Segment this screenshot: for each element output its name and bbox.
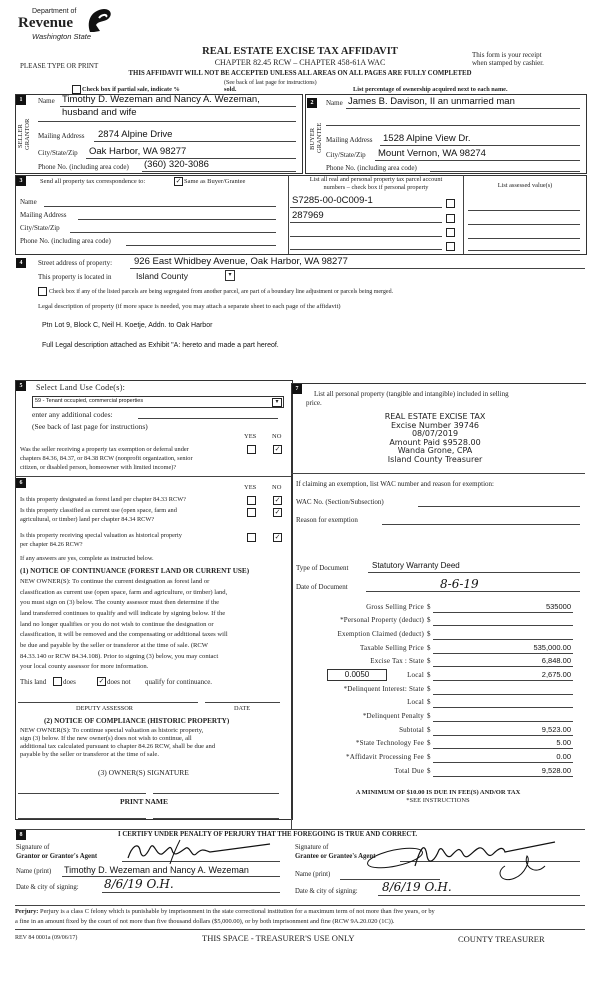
- section-number-4: 4: [16, 258, 26, 268]
- additional-codes-label: enter any additional codes:: [32, 410, 113, 419]
- owner-signature-line[interactable]: [18, 793, 146, 794]
- notice-line: your local county assessor for more information.: [20, 663, 149, 670]
- land-use-select[interactable]: [32, 396, 284, 408]
- qualify-label: qualify for continuance.: [145, 678, 213, 686]
- perjury-bold: Perjury:: [15, 908, 39, 915]
- notice-compliance-title: (2) NOTICE OF COMPLIANCE (HISTORIC PROPERTY): [44, 717, 230, 725]
- notice-line: additional tax calculated pursuant to chapter 84.26 RCW, shall be due and: [20, 743, 216, 750]
- section-number-8: 8: [16, 830, 26, 840]
- grantor-date-field[interactable]: 8/6/19 O.H.: [104, 877, 174, 891]
- reason-field[interactable]: [382, 524, 580, 525]
- buyer-city-field[interactable]: Mount Vernon, WA 98274: [378, 148, 486, 159]
- notice-line: be due and payable by the seller or transferor at the time of sale. (RCW: [20, 642, 209, 649]
- receipt-note-1: This form is your receipt: [472, 51, 542, 59]
- corr-city-field[interactable]: [70, 232, 276, 233]
- buyer-city-label: City/State/Zip: [326, 151, 366, 159]
- currency-sign: $: [427, 630, 431, 638]
- currency-sign: $: [427, 603, 431, 611]
- historic-question-2: per chapter 84.26 RCW?: [20, 541, 83, 548]
- parcel-number[interactable]: S7285-00-0C009-1: [292, 195, 373, 206]
- no-header: NO: [272, 484, 282, 491]
- assessed-value-field[interactable]: [468, 238, 580, 239]
- no-header: NO: [272, 433, 282, 440]
- assessed-value-field[interactable]: [468, 250, 580, 251]
- stamp-line: Wanda Grone, CPA: [397, 446, 473, 455]
- grantee-date-label: Date & city of signing:: [295, 888, 358, 895]
- receipt-note-2: when stamped by cashier.: [472, 59, 544, 67]
- fin-row-label: Gross Selling Price: [366, 603, 424, 611]
- deputy-assessor-label: DEPUTY ASSESSOR: [76, 705, 133, 712]
- seller-mailing-field[interactable]: 2874 Alpine Drive: [98, 129, 173, 140]
- section-number-7: 7: [292, 384, 302, 394]
- fin-row-line: [433, 625, 573, 626]
- corr-name-label: Name: [20, 198, 37, 206]
- currency-sign: $: [427, 753, 431, 761]
- notice-continuance-title: (1) NOTICE OF CONTINUANCE (FOREST LAND OR CURRENT USE): [20, 567, 250, 575]
- logo-state: Washington State: [32, 32, 92, 41]
- current-use-question: Is this property classified as current use (open space, farm and: [20, 507, 177, 514]
- treasurer-use-label: THIS SPACE - TREASURER'S USE ONLY: [202, 933, 355, 943]
- seller-name-label: Name: [38, 97, 55, 105]
- does-not-qualify-checkbox[interactable]: ✓: [98, 677, 105, 685]
- fin-row-line: [433, 639, 573, 640]
- corr-mailing-field[interactable]: [78, 219, 276, 220]
- current-use-yes-checkbox[interactable]: [247, 508, 256, 517]
- doc-type-field[interactable]: Statutory Warranty Deed: [372, 561, 460, 570]
- fin-row-label: *Personal Property (deduct): [340, 616, 424, 624]
- doc-date-label: Date of Document: [296, 583, 348, 591]
- fin-row-line: [433, 776, 573, 777]
- currency-sign: $: [427, 616, 431, 624]
- fin-row-label: *State Technology Fee: [355, 739, 424, 747]
- fin-row-line: [433, 680, 573, 681]
- currency-sign: $: [427, 685, 431, 693]
- fin-row-line: [433, 721, 573, 722]
- local-rate-value: 0.0050: [344, 670, 370, 679]
- perjury-line-2: a fine in an amount fixed by the court of not more than five thousand dollars ($5,000.00), or by both imprisonment and fine (RCW 9A.20.020 (1C)).: [15, 918, 395, 925]
- fin-row-label: Exemption Claimed (deduct): [337, 630, 424, 638]
- owner-signature-line-2[interactable]: [153, 793, 279, 794]
- forest-question: Is this property designated as forest land per chapter 84.33 RCW?: [20, 496, 186, 503]
- county-select[interactable]: Island County: [136, 271, 188, 281]
- minimum-notice: A MINIMUM OF $10.00 IS DUE IN FEE(S) AND/OR TAX: [355, 789, 521, 796]
- see-back: (See back of last page for instructions): [224, 80, 317, 86]
- historic-no-checkbox[interactable]: ✓: [274, 533, 281, 541]
- stamp-line: 08/07/2019: [411, 429, 459, 438]
- please-type: PLEASE TYPE OR PRINT: [20, 62, 99, 70]
- buyer-name-field[interactable]: James B. Davison, II an unmarried man: [348, 96, 515, 107]
- certify-statement: I CERTIFY UNDER PENALTY OF PERJURY THAT THE FOREGOING IS TRUE AND CORRECT.: [118, 831, 418, 838]
- see-instructions: *SEE INSTRUCTIONS: [406, 797, 470, 804]
- currency-sign: $: [427, 739, 431, 747]
- does-label: does: [63, 678, 76, 686]
- currency-sign: $: [427, 712, 431, 720]
- grantor-signature-icon: [120, 836, 280, 866]
- perjury-text: Perjury is a class C felony which is punishable by imprisonment in the state correctional institution for a maximum term of not more than five years, or by: [38, 908, 435, 915]
- does-not-label: does not: [107, 678, 131, 686]
- grantor-name-label: Name (print): [16, 868, 52, 875]
- personal-property-label-2: price.: [306, 399, 322, 407]
- corr-name-field[interactable]: [44, 206, 276, 207]
- wac-field[interactable]: [418, 506, 580, 507]
- seller-city-field[interactable]: Oak Harbor, WA 98277: [89, 146, 187, 157]
- grantee-sig-of: Signature of: [295, 844, 329, 851]
- exemption-question: Was the seller receiving a property tax exemption or deferral under: [20, 446, 189, 453]
- buyer-mailing-label: Mailing Address: [326, 136, 373, 144]
- section-number-2: 2: [307, 98, 317, 108]
- grantor-name-field[interactable]: Timothy D. Wezeman and Nancy A. Wezeman: [64, 865, 249, 875]
- stamp-line: Excise Number 39746: [390, 421, 480, 430]
- assessed-value-field[interactable]: [468, 210, 580, 211]
- notice-line: NEW OWNER(S): To continue special valuation as historic property,: [20, 727, 204, 734]
- notice-line: sign (3) below. If the new owner(s) does not wish to continue, all: [20, 735, 192, 742]
- currency-sign: $: [427, 726, 431, 734]
- personal-property-checkbox[interactable]: [446, 214, 455, 223]
- fin-row-value[interactable]: 5.00: [556, 738, 571, 747]
- buyer-side-label: BUYER: [309, 127, 316, 150]
- grantor-sig-of: Signature of: [16, 844, 50, 851]
- fin-row-value[interactable]: 535000: [545, 602, 571, 611]
- fin-row-label: Excise Tax : State: [370, 657, 424, 665]
- buyer-name-label: Name: [326, 99, 343, 107]
- stamp-line: Amount Paid $9528.00: [389, 438, 481, 447]
- fin-row-value[interactable]: 6,848.00: [541, 656, 571, 665]
- current-use-no-checkbox[interactable]: ✓: [274, 508, 281, 516]
- fin-row-value[interactable]: 535,000.00: [533, 643, 571, 652]
- seller-side-label: SELLER: [17, 124, 24, 148]
- seller-name-field[interactable]: Timothy D. Wezeman and Nancy A. Wezeman,: [62, 94, 260, 105]
- notice-line: land no longer qualifies or you do not wish to continue the designation or: [20, 621, 214, 628]
- exemption-question-3: citizen, or disabled person, homeowner with limited income)?: [20, 464, 177, 471]
- assessed-header: List assessed value(s): [497, 182, 553, 189]
- buyer-mailing-field[interactable]: 1528 Alpine View Dr.: [383, 133, 471, 144]
- date-label: DATE: [234, 705, 251, 712]
- grantee-agent-label: Grantee or Grantee's Agent: [295, 853, 376, 860]
- notice-line: 84.33.140 or RCW 84.34.108). Prior to signing (3) below, you may contact: [20, 653, 219, 660]
- currency-sign: $: [427, 657, 431, 665]
- form-title: REAL ESTATE EXCISE TAX AFFIDAVIT: [202, 46, 398, 57]
- parcel-number[interactable]: [290, 236, 442, 237]
- fin-row-label: *Affidavit Processing Fee: [346, 753, 424, 761]
- fin-row-line: [433, 612, 573, 613]
- reason-label: Reason for exemption: [296, 516, 358, 524]
- street-address-field[interactable]: 926 East Whidbey Avenue, Oak Harbor, WA 98277: [134, 256, 348, 267]
- buyer-phone-label: Phone No. (including area code): [326, 164, 417, 172]
- personal-property-checkbox[interactable]: [446, 242, 455, 251]
- grantee-name-label: Name (print): [295, 871, 331, 878]
- fin-row-value[interactable]: 9,523.00: [541, 725, 571, 734]
- notice-line: classification as current use (open space, farm and agriculture, or timber) land,: [20, 589, 228, 596]
- county-treasurer-label: COUNTY TREASURER: [458, 934, 545, 944]
- fin-row-label: *Delinquent Penalty: [362, 712, 424, 720]
- logo-swoosh-icon: [84, 6, 114, 34]
- currency-sign: $: [427, 671, 431, 679]
- partial-sale-label: Check box if partial sale, indicate %: [82, 86, 180, 93]
- historic-yes-checkbox[interactable]: [247, 533, 256, 542]
- seller-city-label: City/State/Zip: [38, 149, 78, 157]
- yes-header: YES: [244, 484, 257, 491]
- forest-no-checkbox[interactable]: ✓: [274, 496, 281, 504]
- fin-row-line: [433, 735, 573, 736]
- legal-description-1[interactable]: Ptn Lot 9, Block C, Neil H. Koetje, Addn. to Oak Harbor: [42, 322, 213, 329]
- fin-row-value[interactable]: 0.00: [556, 752, 571, 761]
- additional-codes-field[interactable]: [138, 418, 278, 419]
- notice-line: classification, it will be removed and the compensating or additional taxes will: [20, 631, 228, 638]
- located-label: This property is located in: [38, 273, 112, 281]
- fin-row-value[interactable]: 2,675.00: [541, 670, 571, 679]
- notice-line: you must sign on (3) below. The county assessor must then determine if the: [20, 599, 220, 606]
- exemption-no-checkbox[interactable]: ✓: [274, 445, 281, 453]
- this-land-label: This land: [20, 678, 47, 686]
- seller-name-field-2[interactable]: husband and wife: [62, 107, 137, 118]
- fin-row-line: [433, 653, 573, 654]
- stamp-line: REAL ESTATE EXCISE TAX: [384, 412, 486, 421]
- fin-row-label: *Delinquent Interest: State: [343, 685, 424, 693]
- form-warning: THIS AFFIDAVIT WILL NOT BE ACCEPTED UNLESS ALL AREAS ON ALL PAGES ARE FULLY COMPLETED: [128, 70, 472, 77]
- personal-property-checkbox[interactable]: [446, 228, 455, 237]
- seller-phone-label: Phone No. (including area code): [38, 163, 129, 171]
- print-name-line[interactable]: [18, 818, 146, 819]
- land-use-label: Select Land Use Code(s):: [36, 383, 126, 392]
- section-number-1: 1: [16, 95, 26, 105]
- fin-row-line: [433, 748, 573, 749]
- forest-yes-checkbox[interactable]: [247, 496, 256, 505]
- print-name-line-2[interactable]: [153, 818, 279, 819]
- deputy-assessor-signature-line[interactable]: [18, 702, 198, 703]
- fin-row-value[interactable]: 9,528.00: [541, 766, 571, 775]
- section-number-3: 3: [16, 176, 26, 186]
- logo-revenue: Revenue: [18, 15, 73, 31]
- notice-line: NEW OWNER(S): To continue the current designation as forest land or: [20, 578, 210, 585]
- land-use-selected: 59 - Tenant occupied, commercial properties: [35, 398, 144, 404]
- seller-mailing-label: Mailing Address: [38, 132, 85, 140]
- county-dropdown-icon[interactable]: ▾: [225, 270, 235, 281]
- legal-description-2[interactable]: Full Legal description attached as Exhibit "A: hereto and made a part hereof.: [42, 342, 279, 349]
- currency-sign: $: [427, 698, 431, 706]
- grantor-date-label: Date & city of signing:: [16, 884, 79, 891]
- corr-city-label: City/State/Zip: [20, 224, 60, 232]
- section-number-5: 5: [16, 381, 26, 391]
- current-use-question-2: agricultural, or timber) land per chapter 84.34 RCW?: [20, 516, 155, 523]
- perjury-line-1: [15, 909, 435, 915]
- does-qualify-checkbox[interactable]: [53, 677, 62, 686]
- notice-line: payable by the seller or transferor at the time of sale.: [20, 751, 159, 758]
- fin-row-label: Subtotal: [399, 726, 424, 734]
- fin-row-line: [433, 666, 573, 667]
- segregated-checkbox[interactable]: [38, 287, 47, 296]
- assessor-date-line[interactable]: [205, 702, 280, 703]
- parcel-number[interactable]: 287969: [292, 210, 324, 221]
- sold-label: sold.: [224, 86, 237, 93]
- currency-sign: $: [427, 767, 431, 775]
- parcel-header-1: List all real and personal property tax parcel account: [309, 176, 443, 183]
- exemption-yes-checkbox[interactable]: [247, 445, 256, 454]
- corr-phone-label: Phone No. (including area code): [20, 237, 111, 245]
- grantor-agent-label: Grantor or Grantor's Agent: [16, 853, 98, 860]
- section-number-6: 6: [16, 478, 26, 488]
- fin-row-line: [433, 694, 573, 695]
- local-rate-field[interactable]: [327, 669, 387, 681]
- grantor-side-label: GRANTOR: [24, 118, 31, 150]
- wac-label: WAC No. (Section/Subsection): [296, 498, 384, 506]
- chevron-down-icon[interactable]: ▾: [272, 398, 282, 407]
- fin-row-label: Total Due: [394, 767, 424, 775]
- exemption-question-2: chapters 84.36, 84.37, or 84.38 RCW (nonprofit organization, senior: [20, 455, 193, 462]
- assessed-value-field[interactable]: [468, 224, 580, 225]
- correspondence-label: Send all property tax correspondence to:: [40, 178, 146, 185]
- logo-dept: Department of: [32, 8, 77, 15]
- doc-type-label: Type of Document: [296, 564, 349, 572]
- same-as-buyer-label: Same as Buyer/Grantee: [184, 178, 246, 185]
- doc-date-field[interactable]: 8-6-19: [440, 577, 479, 591]
- ownership-note: List percentage of ownership acquired next to each name.: [353, 86, 508, 93]
- personal-property-label: List all personal property (tangible and intangible) included in selling: [314, 390, 509, 398]
- street-label: Street address of property:: [38, 259, 113, 267]
- fin-row-line: [433, 707, 573, 708]
- exemption-label: If claiming an exemption, list WAC number and reason for exemption:: [296, 480, 494, 488]
- fin-row-label: Local: [407, 698, 424, 706]
- fin-row-label: Local: [407, 671, 424, 679]
- segregated-label: Check box if any of the listed parcels are being segregated from another parcel, are part of a boundary line adjustment or parcels being merged.: [49, 289, 394, 295]
- fin-row-line: [433, 762, 573, 763]
- parcel-header-2: numbers – check box if personal property: [323, 184, 429, 191]
- corr-mailing-label: Mailing Address: [20, 211, 67, 219]
- form-chapter: CHAPTER 82.45 RCW – CHAPTER 458-61A WAC: [214, 58, 386, 67]
- fin-row-label: Taxable Selling Price: [360, 644, 424, 652]
- print-name-label: PRINT NAME: [120, 797, 168, 806]
- personal-property-checkbox[interactable]: [446, 199, 455, 208]
- land-use-see-back: (See back of last page for instructions): [32, 422, 148, 431]
- historic-question: Is this property receiving special valuation as historical property: [20, 532, 182, 539]
- same-as-buyer-checkbox[interactable]: ✓: [175, 177, 182, 185]
- stamp-line: Island County Treasurer: [387, 455, 483, 464]
- if-yes-note: If any answers are yes, complete as instructed below.: [20, 555, 154, 562]
- seller-phone-field[interactable]: (360) 320-3086: [144, 159, 209, 170]
- notice-line: land transferred continues to qualify and will indicate by signing below. If the: [20, 610, 226, 617]
- grantee-side-label: GRANTEE: [316, 122, 323, 153]
- corr-phone-field[interactable]: [126, 245, 276, 246]
- form-id: REV 84 0001a (09/06/17): [15, 935, 78, 941]
- partial-sale-checkbox[interactable]: [72, 85, 81, 94]
- owner-signature-label: (3) OWNER(S) SIGNATURE: [98, 768, 189, 777]
- parcel-number[interactable]: [290, 249, 442, 250]
- legal-label: Legal description of property (if more space is needed, you may attach a separate sheet to each page of the affidavit): [38, 303, 341, 310]
- yes-header: YES: [244, 433, 257, 440]
- currency-sign: $: [427, 644, 431, 652]
- grantee-date-field[interactable]: 8/6/19 O.H.: [382, 880, 452, 894]
